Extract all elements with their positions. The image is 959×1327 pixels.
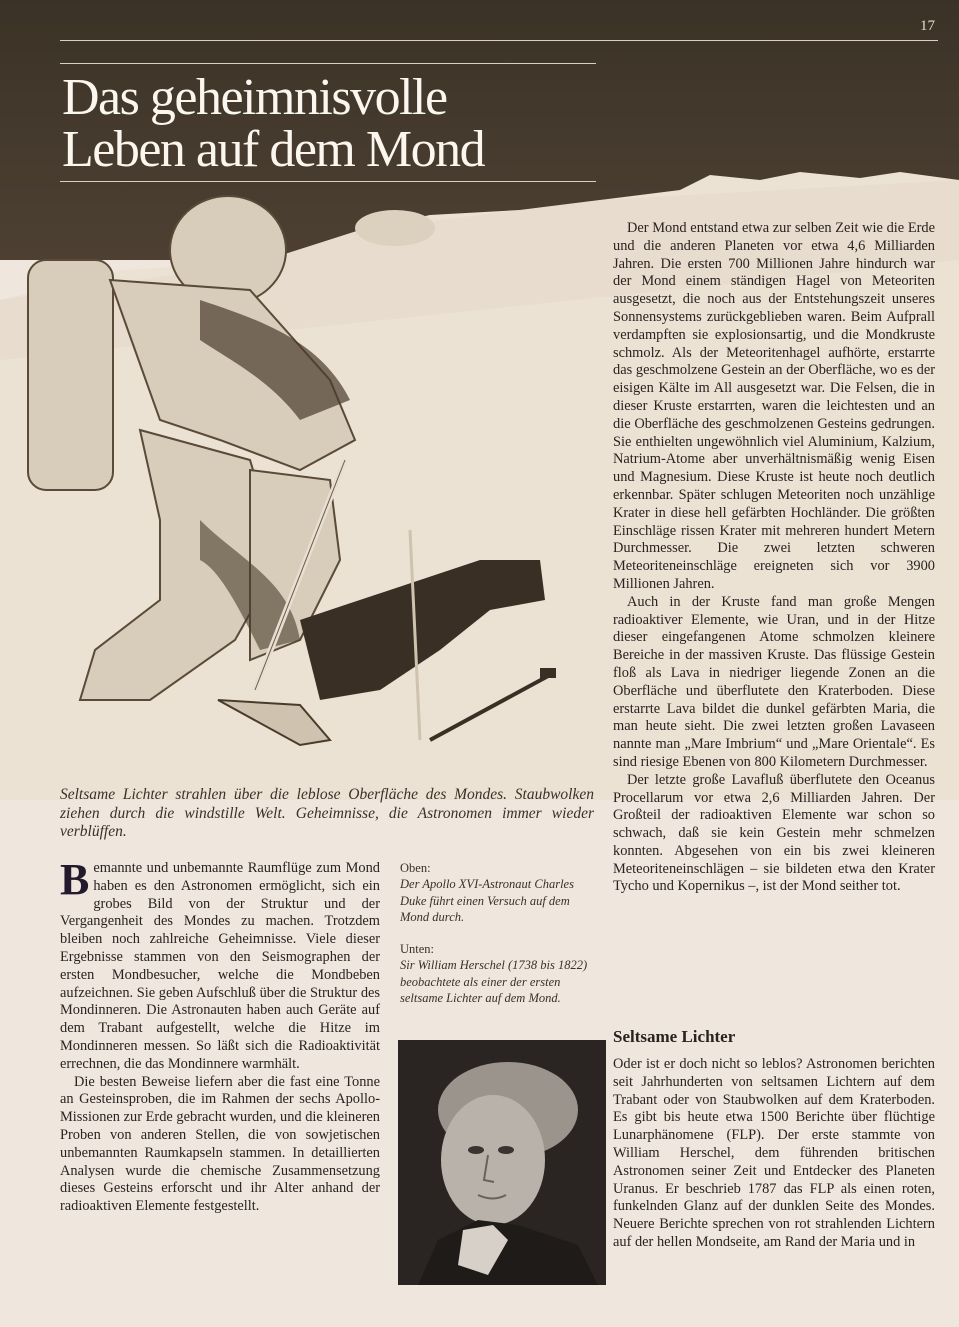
caption-text-top: Der Apollo XVI-Astronaut Charles Duke führt einen Versuch auf dem Mond durch. (400, 877, 574, 924)
paragraph: Oder ist er doch nicht so leblos? Astronomen berichten seit Jahrhunderten von seltsamen Lichtern auf dem Trabant oder von Staubwolken auf dem Kraterboden. Es gibt bis heute etwa 1500 Berichte über flüchtige Lunarphänomene (FLP). Der erste stammte von William Herschel, dem führenden britischen Astronomen seiner Zeit und Entdecker des Planeten Uranus. Er beschrieb 1787 das FLP als einen roten, funkelnden Glanz auf der dunklen Seite des Mondes. Neuere Berichte sprechen von rot strahlenden Lichtern auf der hellen Mondseite, am Rand der Maria und in (613, 1056, 935, 1250)
paragraph: Der letzte große Lavafluß überflutete den Oceanus Procellarum vor etwa 2,6 Milliarden Jahren. Der Großteil der radioaktiven Elemente war schon so schwach, daß sie kein Gestein mehr schmelzen konnten. Abgesehen von ein bis zwei kleineren Meteoriteneinschlägen – sie bildeten etwa den Krater Tycho und Kopernikus –, ist der Mond seither tot. (613, 771, 935, 895)
title-line-2: Leben auf dem Mond (62, 121, 485, 178)
page-number: 17 (920, 18, 935, 34)
title-rule-bottom (60, 181, 596, 182)
title-line-1: Das geheimnisvolle (62, 69, 447, 126)
title-rule-top (60, 63, 596, 64)
herschel-portrait (398, 1040, 606, 1285)
left-column (60, 855, 380, 1216)
section-heading: Seltsame Lichter (613, 1027, 736, 1046)
caption-label-bottom: Unten: (400, 942, 435, 957)
paragraph: Auch in der Kruste fand man große Mengen radioaktiver Elemente, wie Uran, und in der Hitze dieser eingefangenen Atome schmolzen kleinere Bereiche in der massiven Kruste. Das flüssige Gestein floß als Lava in niedriger liegende Zonen an die Oberfläche und überflutete den Kraterboden. Diese erstarrte Lava bildet die dunkel gefärbten Maria, die man heute sieht. Die zwei letzten großen Lavaseen nannte man „Mare Imbrium“ und „Mare Orientale“. Es sind riesige Ebenen von 800 Kilometern Durchmesser. (613, 593, 935, 770)
right-column (613, 220, 935, 896)
photo-caption: Seltsame Lichter strahlen über die leblose Oberfläche des Mondes. Staubwolken ziehen durch die windstille Welt. Geheimnisse, die Astronomen immer wieder verblüffen. (60, 786, 594, 841)
paragraph: Der Mond entstand etwa zur selben Zeit wie die Erde und die anderen Planeten vor etwa 4,6 Milliarden Jahren. Die ersten 700 Millionen Jahre hindurch war der Mond einem ständigen Hagel von Meteoriten ausgesetzt, die noch aus der Entstehungszeit unseres Sonnensystems zurückgeblieben waren. Beim Aufprall verdampften sie explosionsartig, und die Mondkruste schmolz. Als der Meteoritenhagel aufhörte, erstarrte das geschmolzene Gestein an der Oberfläche, wo es der eisigen Kälte im All ausgesetzt war. Die Felsen, die in dieser Kruste erstarrten, waren die leichtesten und an die Oberfläche des geschmolzenen Gesteins gedrungen. Sie enthielten ungewöhnlich viel Aluminium, Kalzium, Natrium-Atome aber unverhältnismäßig wenig Eisen und Magnesium. Diese Kruste ist heute noch deutlich erkennbar. Später schlugen Meteoriten noch unzählige Krater in diese hell gefärbten Hochländer. Die größten Einschläge rissen Krater mit mehreren hundert Metern Durchmesser. Die zwei letzten schweren Meteoriteneinschläge ereigneten sich vor 3900 Millionen Jahren. (613, 220, 935, 592)
lead-text: emannte und unbemannte Raumflüge zum Mond haben es den Astronomen ermöglicht, sich ein grobes Bild von der Struktur und der Vergangenheit des Mondes zu machen. Trotzdem bleiben noch zahlreiche Geheimnisse. Viele dieser Ergebnisse stammen von den Seismographen der ersten Mondbesucher, welche die Mondbeben aufzeichnen. Sie geben Aufschluß über die Struktur des Mondinneren. Die Astronauten haben auch Geräte auf dem Trabant aufgestellt, welche die Hitze im Mondinneren messen. So läßt sich die Radioaktivität errechnen, die das Mondinnere warmhält. (60, 860, 380, 1072)
paragraph-lead (60, 855, 380, 1074)
header-rule (60, 40, 938, 41)
drop-cap: B (60, 855, 90, 904)
side-captions (400, 860, 600, 1006)
caption-text-bottom: Sir William Herschel (1738 bis 1822) beobachtete als einer der ersten seltsame Lichter auf dem Mond. (400, 958, 588, 1006)
herschel-portrait-icon (398, 1040, 606, 1285)
right-column-continued (613, 1056, 935, 1252)
caption-label-top: Oben: (400, 861, 431, 875)
paragraph: Die besten Beweise liefern aber die fast eine Tonne an Gesteinsproben, die im Rahmen der sechs Apollo-Missionen zur Erde gebracht wurden, und die kleineren Proben von anderen Stellen, die von sowjetischen unbemannten Raumkapseln stammen. In detaillierten Analysen wurde die chemische Zusammensetzung dieses Gesteins erforscht und ihr Alter anhand der radioaktiven Elemente festgestellt. (60, 1073, 380, 1215)
page-title (62, 69, 485, 178)
